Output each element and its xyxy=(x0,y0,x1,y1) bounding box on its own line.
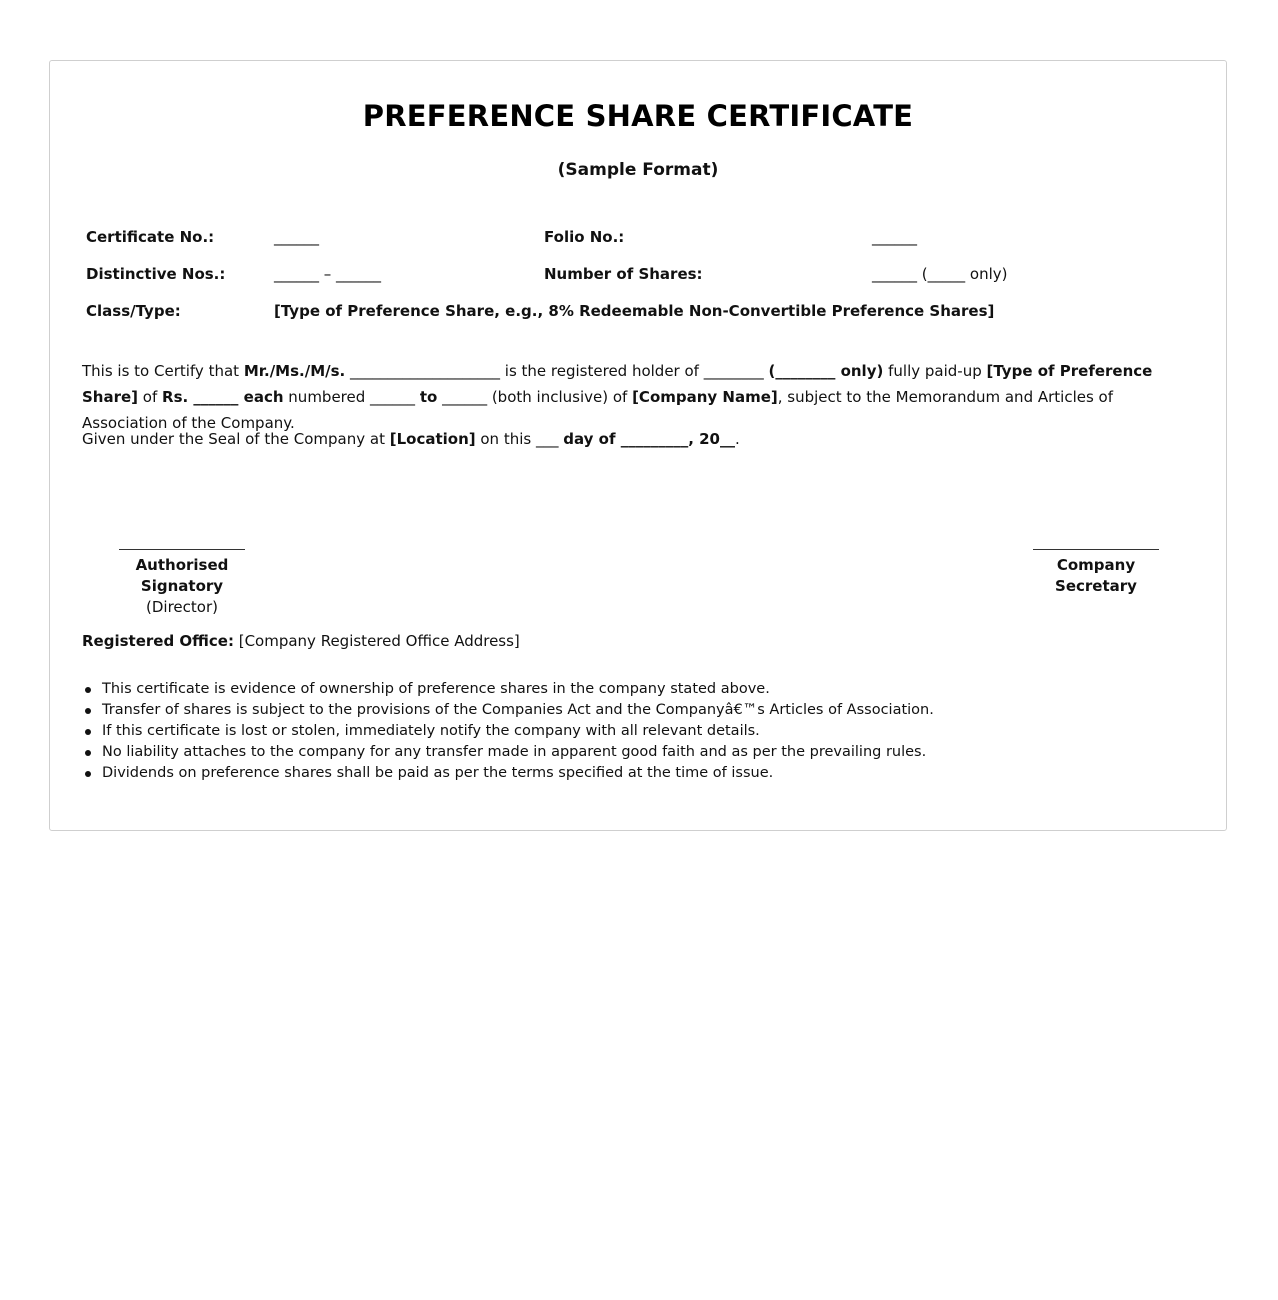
registered-office-value: [Company Registered Office Address] xyxy=(233,632,520,650)
details-row-certificate xyxy=(86,228,1186,265)
certify-text-3: fully paid-up xyxy=(883,362,987,380)
certificate-no-label: Certificate No.: xyxy=(86,228,215,246)
details-row-distinctive xyxy=(86,265,1186,302)
class-type-value: [Type of Preference Share, e.g., 8% Redeemable Non-Convertible Preference Shares] xyxy=(274,302,995,320)
share-type: [Type of Preference Share] xyxy=(82,362,1153,406)
registered-office xyxy=(82,632,520,650)
note-item: This certificate is evidence of ownership of preference shares in the company stated above. xyxy=(102,679,934,700)
company-secretary-label: Company Secretary xyxy=(1055,556,1137,595)
certificate-details xyxy=(86,228,1186,339)
company-secretary-block xyxy=(1020,549,1172,597)
seal-location: [Location] xyxy=(389,430,476,448)
class-type-label: Class/Type: xyxy=(86,302,181,320)
seal-text-1: Given under the Seal of the Company at xyxy=(82,430,390,448)
registered-office-label: Registered Office: xyxy=(82,632,234,650)
note-item: No liability attaches to the company for any transfer made in apparent good faith and as per the prevailing rules. xyxy=(102,742,934,763)
shares-in-words: (________ only) xyxy=(768,362,884,380)
certificate-title: PREFERENCE SHARE CERTIFICATE xyxy=(362,99,914,133)
distinctive-nos-label: Distinctive Nos.: xyxy=(86,265,226,283)
note-item: Transfer of shares is subject to the provisions of the Companies Act and the Companyâ€™s Articles of Association. xyxy=(102,700,934,721)
folio-no-label: Folio No.: xyxy=(544,228,625,246)
note-item: If this certificate is lost or stolen, immediately notify the company with all relevant details. xyxy=(102,721,934,742)
distinctive-nos-value: ______ – ______ xyxy=(274,265,382,283)
signature-line-right xyxy=(1033,549,1159,550)
seal-paragraph xyxy=(82,426,1192,452)
certify-text-2: ____________________ is the registered holder of ________ xyxy=(345,362,769,380)
seal-date: day of _________, 20__ xyxy=(563,430,735,448)
certify-text-1: This is to Certify that xyxy=(82,362,244,380)
holder-salutation: Mr./Ms./M/s. xyxy=(243,362,346,380)
number-of-shares-label: Number of Shares: xyxy=(544,265,703,283)
notes-list xyxy=(82,679,934,784)
seal-text-2: on this ___ xyxy=(475,430,564,448)
certify-text-4: of xyxy=(138,388,163,406)
certify-text-7: , subject to the Memorandum and Articles of Association of the Company. xyxy=(82,388,1114,432)
seal-text-3: . xyxy=(735,430,740,448)
note-item: Dividends on preference shares shall be paid as per the terms specified at the time of issue. xyxy=(102,763,934,784)
certificate-subtitle: (Sample Format) xyxy=(557,160,719,180)
authorised-signatory-label: Authorised Signatory xyxy=(135,556,229,595)
share-face-value: Rs. ______ each xyxy=(162,388,284,406)
authorised-signatory-block xyxy=(100,549,264,618)
range-to: to xyxy=(419,388,438,406)
details-row-class xyxy=(86,302,1186,339)
certificate-card xyxy=(49,60,1227,831)
director-label: (Director) xyxy=(146,598,218,616)
certify-paragraph xyxy=(82,358,1192,436)
number-of-shares-value: ______ (_____ only) xyxy=(872,265,1008,283)
certificate-no-value: ______ xyxy=(274,228,319,246)
company-name: [Company Name] xyxy=(632,388,778,406)
folio-no-value: ______ xyxy=(872,228,917,246)
signature-line-left xyxy=(119,549,245,550)
certify-text-5: numbered ______ xyxy=(283,388,420,406)
certify-text-6: ______ (both inclusive) of xyxy=(437,388,633,406)
